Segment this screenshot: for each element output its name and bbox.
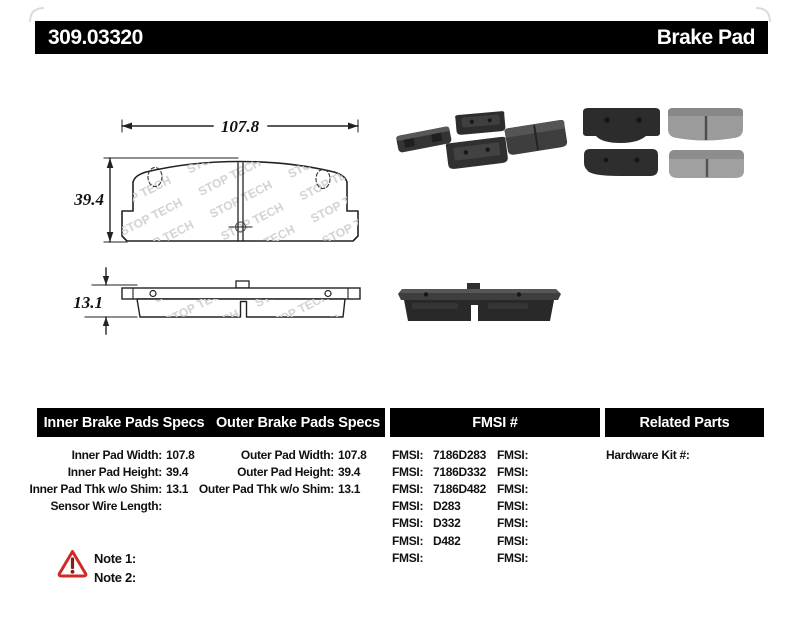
product-photo-pad-edge-view	[398, 283, 561, 321]
inner-specs-column	[28, 446, 195, 515]
fmsi-row: FMSI:	[392, 550, 424, 565]
side-view-drawing	[73, 268, 360, 334]
spec-row: Inner Pad Height: 39.4	[67, 464, 189, 479]
outer-specs-title: Outer Brake Pads Specs	[215, 414, 381, 431]
note-1: Note 1:	[94, 551, 136, 566]
fmsi-right-column	[497, 446, 538, 566]
fmsi-row: FMSI:	[497, 516, 529, 531]
fmsi-row: FMSI:	[497, 499, 529, 514]
height-dimension-label: 39.4	[74, 190, 104, 209]
product-photo-angled-pads	[396, 111, 568, 170]
spec-row: Inner Pad Thk w/o Shim: 13.1	[29, 481, 189, 496]
fmsi-header-bar	[390, 408, 600, 437]
outer-specs-column	[200, 446, 367, 498]
fmsi-row: FMSI: D332	[392, 516, 461, 531]
fmsi-row: FMSI:	[497, 550, 529, 565]
inner-specs-title: Inner Brake Pads Specs	[43, 414, 205, 431]
product-photo-pad-set-grid	[583, 108, 744, 178]
part-number: 309.03320	[48, 25, 143, 49]
spec-row: Sensor Wire Length:	[50, 499, 162, 514]
spec-row: Outer Pad Thk w/o Shim: 13.1	[198, 481, 361, 496]
warning-icon	[57, 549, 88, 578]
fmsi-row: FMSI:	[497, 447, 529, 462]
front-view-drawing	[73, 117, 358, 242]
left-rivet	[150, 291, 156, 297]
related-parts-header-bar	[605, 408, 764, 437]
related-part-row: Hardware Kit #:	[606, 447, 690, 462]
related-parts-column	[606, 446, 694, 463]
fmsi-row: FMSI: 7186D482	[392, 481, 486, 496]
note-2: Note 2:	[94, 570, 136, 585]
related-parts-title: Related Parts	[639, 414, 730, 431]
fmsi-row: FMSI:	[497, 533, 529, 548]
fmsi-row: FMSI: D482	[392, 533, 461, 548]
right-rivet	[325, 291, 331, 297]
spec-row: Outer Pad Height: 39.4	[237, 464, 361, 479]
width-dimension-label: 107.8	[220, 117, 260, 136]
fmsi-left-column	[392, 446, 486, 566]
fmsi-row: FMSI: D283	[392, 499, 461, 514]
specs-header-bar	[37, 408, 385, 437]
fmsi-title: FMSI #	[472, 414, 518, 431]
fmsi-row: FMSI: 7186D332	[392, 464, 486, 479]
page-corner-right	[756, 8, 770, 22]
fmsi-row: FMSI: 7186D283	[392, 447, 486, 462]
spec-row: Outer Pad Width: 107.8	[240, 447, 367, 462]
page-corner-left	[30, 8, 44, 22]
fmsi-row: FMSI:	[497, 464, 529, 479]
thickness-dimension-label: 13.1	[73, 293, 103, 312]
spec-row: Inner Pad Width: 107.8	[71, 447, 195, 462]
fmsi-row: FMSI:	[497, 481, 529, 496]
product-type-title: Brake Pad	[656, 25, 755, 49]
